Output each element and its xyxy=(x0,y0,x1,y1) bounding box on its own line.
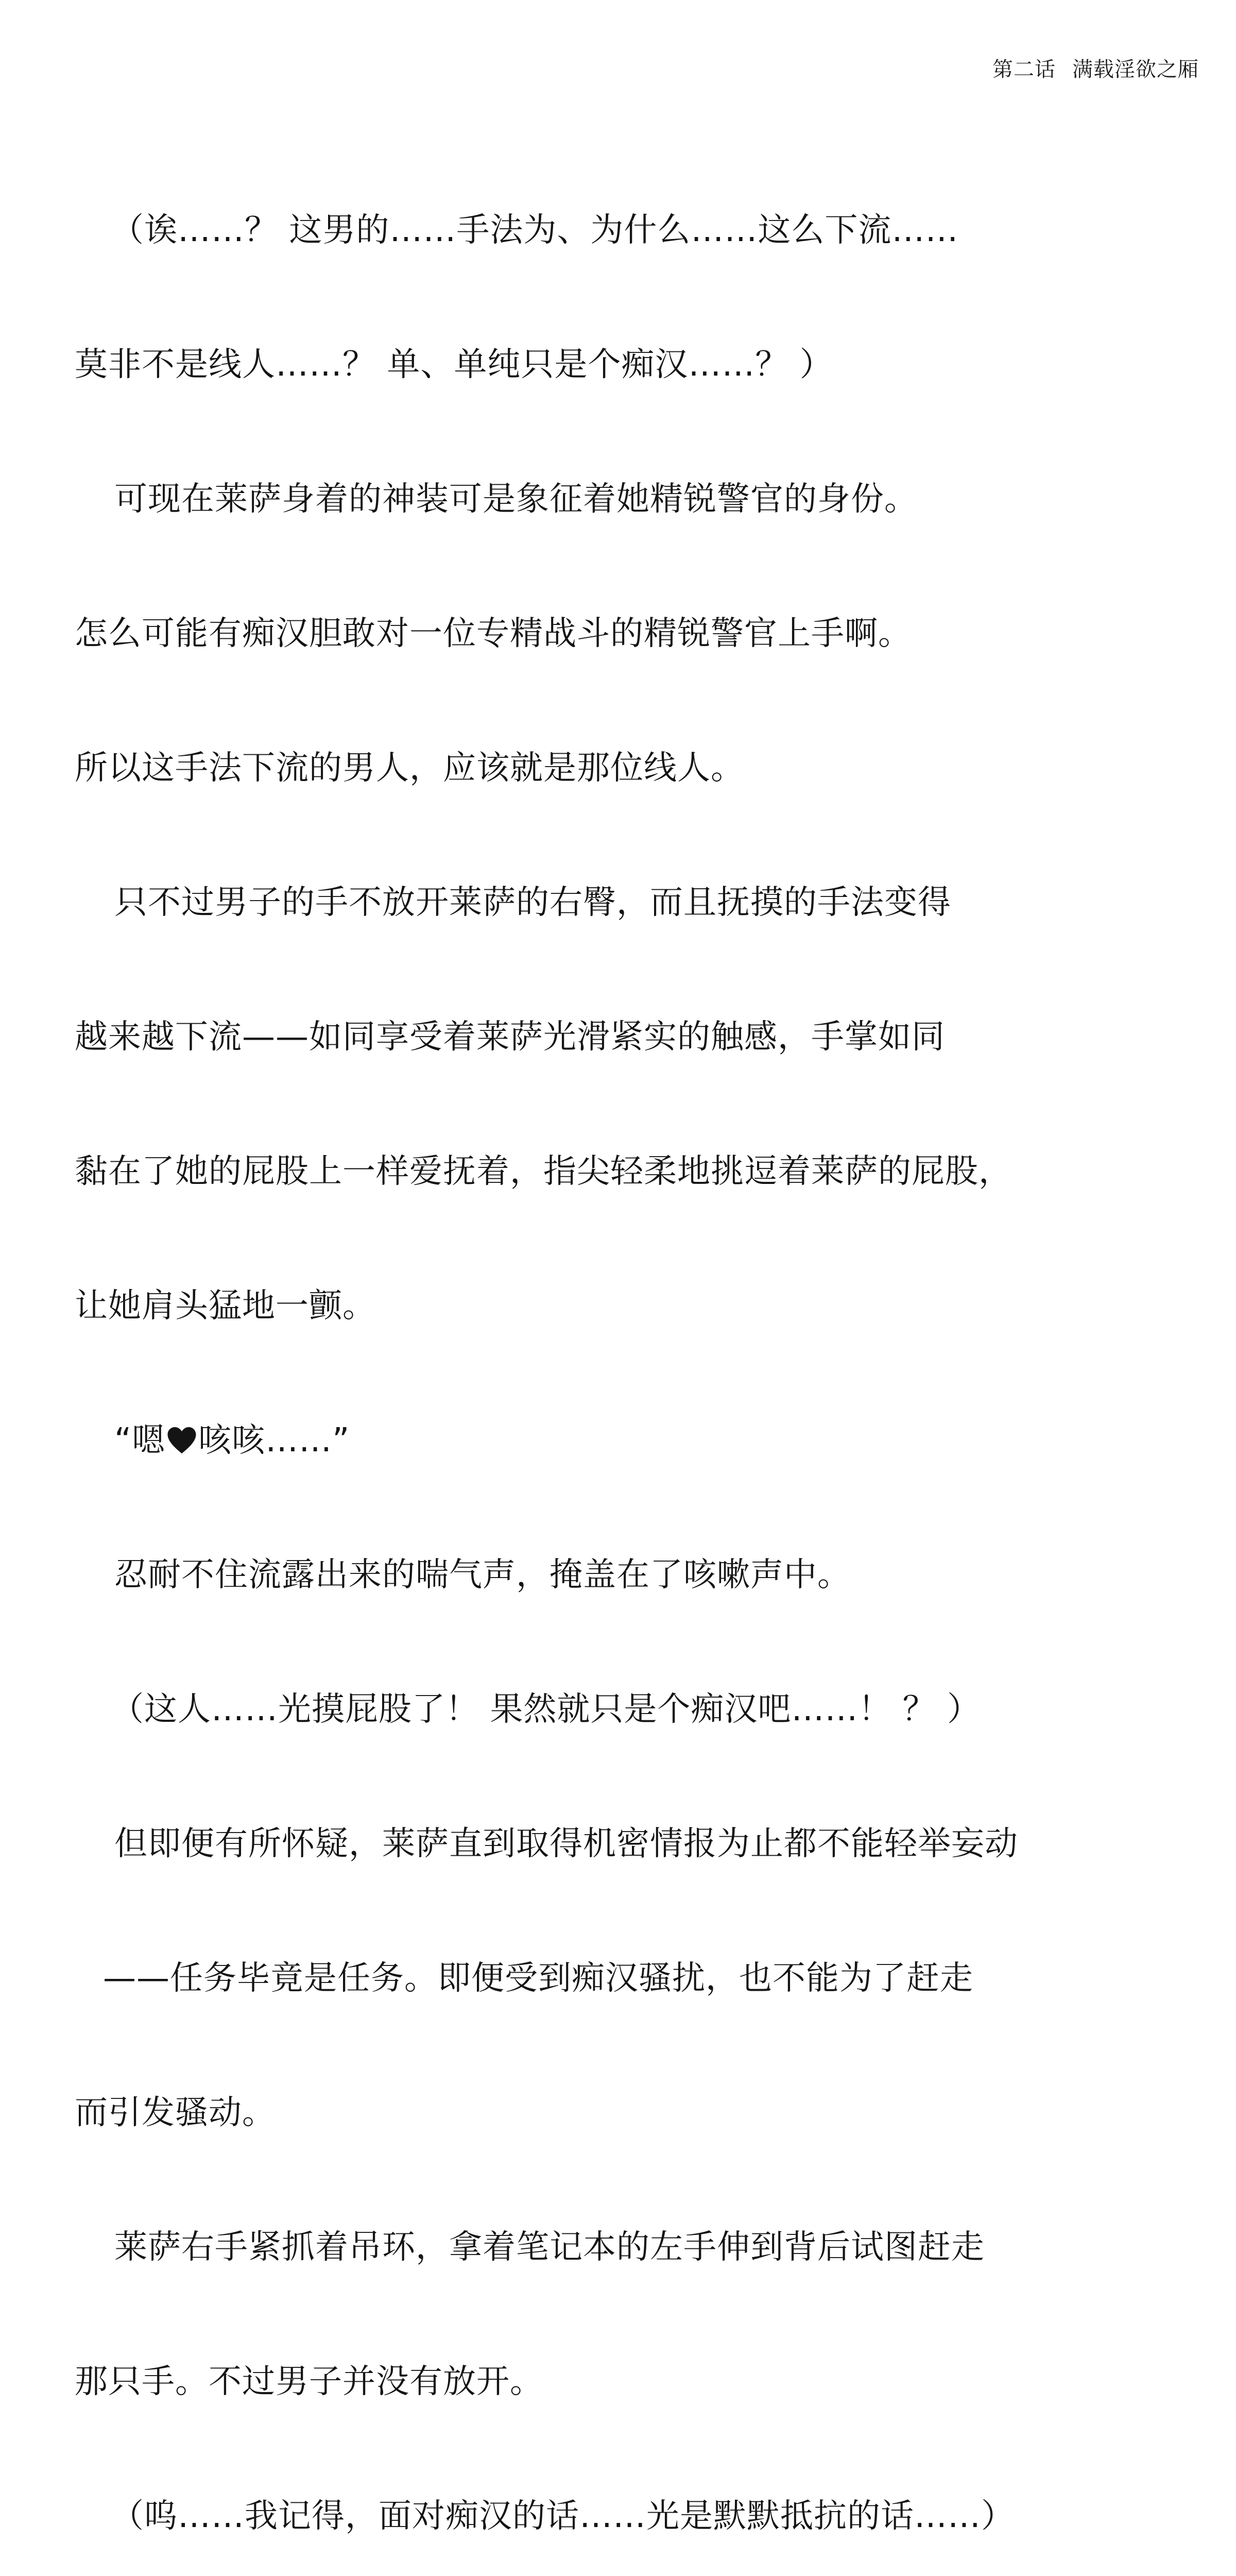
running-header xyxy=(992,57,1199,82)
moan-line xyxy=(0,1418,1236,1463)
text-line: 所以这手法下流的男人，应该就是那位线人。 xyxy=(75,749,744,787)
heart-icon xyxy=(166,1426,197,1454)
moan-text: 咳咳……” xyxy=(198,1421,350,1460)
text-line: 黏在了她的屁股上一样爱抚着，指尖轻柔地挑逗着莱萨的屁股， xyxy=(75,1153,1012,1191)
moan-open-quote: “嗯 xyxy=(114,1421,166,1460)
chapter-title: 满载淫欲之厢 xyxy=(1072,58,1199,81)
text-line: 莱萨右手紧抓着吊环，拿着笔记本的左手伸到背后试图赶走 xyxy=(114,2228,985,2266)
text-line: 但即便有所怀疑，莱萨直到取得机密情报为止都不能轻举妄动 xyxy=(114,1825,1018,1863)
text-line: 越来越下流——如同享受着莱萨光滑紧实的触感，手掌如同 xyxy=(75,1018,945,1056)
text-line: 可现在莱萨身着的神装可是象征着她精锐警官的身份。 xyxy=(114,480,918,518)
text-line: 怎么可能有痴汉胆敢对一位专精战斗的精锐警官上手啊。 xyxy=(75,615,912,653)
text-line: 那只手。不过男子并没有放开。 xyxy=(75,2363,543,2401)
text-line: 而引发骚动。 xyxy=(75,2094,276,2132)
chapter-number: 第二话 xyxy=(992,58,1056,81)
text-line: 只不过男子的手不放开莱萨的右臀，而且抚摸的手法变得 xyxy=(114,884,951,922)
text-line: 莫非不是线人……？ 单、单纯只是个痴汉……？ ） xyxy=(75,346,833,384)
text-line: 让她肩头猛地一颤。 xyxy=(75,1287,376,1325)
text-line: 忍耐不住流露出来的喘气声，掩盖在了咳嗽声中。 xyxy=(114,1556,851,1594)
body-text xyxy=(0,118,1236,2576)
text-line: （诶……？ 这男的……手法为、为什么……这么下流…… xyxy=(111,211,959,249)
text-line: （这人……光摸屁股了！ 果然就只是个痴汉吧……！ ？ ） xyxy=(111,1690,981,1728)
text-line: （呜……我记得，面对痴汉的话……光是默默抵抗的话……） xyxy=(111,2497,1015,2535)
text-line: ——任务毕竟是任务。即便受到痴汉骚扰，也不能为了赶走 xyxy=(103,1959,973,1997)
